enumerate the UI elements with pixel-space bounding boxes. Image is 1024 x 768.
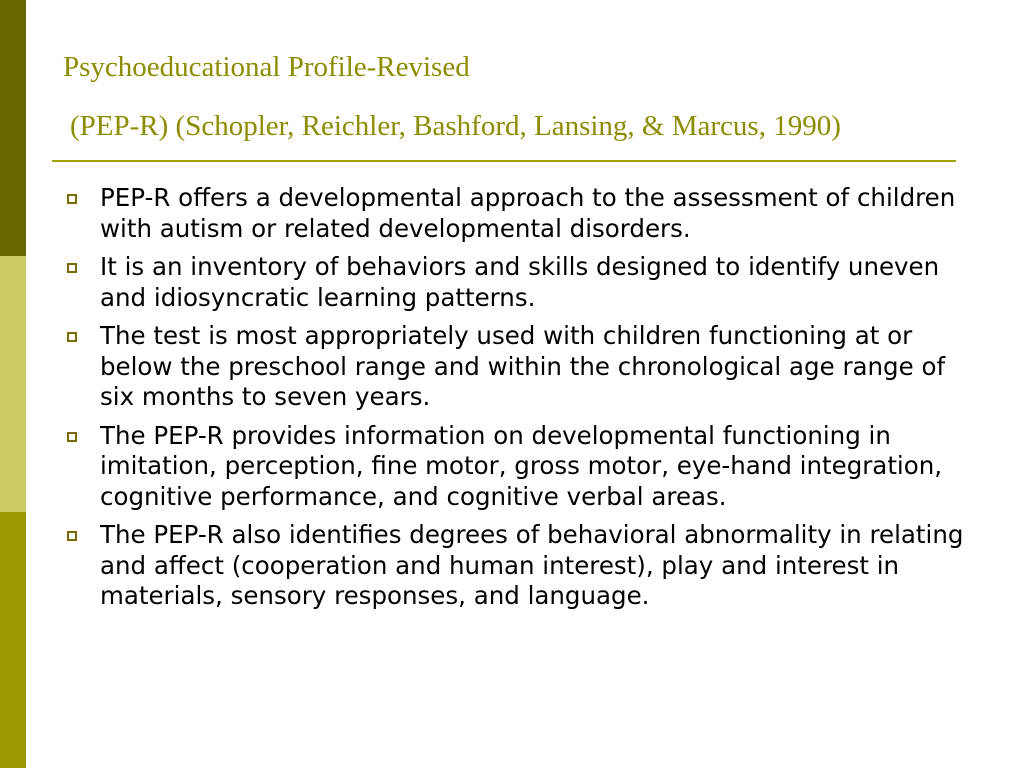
slide-title-line-1: Psychoeducational Profile-Revised — [63, 51, 470, 83]
sidebar-segment-bottom — [0, 512, 26, 768]
bullet-list — [64, 183, 964, 620]
hollow-square-icon — [67, 432, 77, 442]
bullet-text: The PEP-R also identifies degrees of behavioral abnormality in relating and affect (cooperation and human interest), play and interest in materials, sensory responses, and language. — [100, 520, 964, 610]
slide-title-line-2: (PEP-R) (Schopler, Reichler, Bashford, Lansing, & Marcus, 1990) — [70, 110, 841, 142]
title-divider — [52, 160, 956, 162]
bullet-item — [64, 421, 964, 513]
sidebar-segment-top — [0, 0, 26, 256]
bullet-item — [64, 252, 964, 313]
hollow-square-icon — [67, 332, 77, 342]
bullet-item — [64, 520, 964, 612]
hollow-square-icon — [67, 194, 77, 204]
sidebar-segment-middle — [0, 256, 26, 512]
bullet-item — [64, 183, 964, 244]
hollow-square-icon — [67, 531, 77, 541]
hollow-square-icon — [67, 263, 77, 273]
bullet-text: The PEP-R provides information on developmental functioning in imitation, perception, fine motor, gross motor, eye-hand integration, cognitive performance, and cognitive verbal areas. — [100, 420, 943, 511]
bullet-item — [64, 321, 964, 413]
bullet-text: It is an inventory of behaviors and skills designed to identify uneven and idiosyncratic learning patterns. — [100, 252, 940, 312]
bullet-text: PEP-R offers a developmental approach to the assessment of children with autism or related developmental disorders. — [100, 183, 956, 243]
bullet-text: The test is most appropriately used with children functioning at or below the preschool range and within the chronological age range of six months to seven years. — [100, 321, 946, 411]
